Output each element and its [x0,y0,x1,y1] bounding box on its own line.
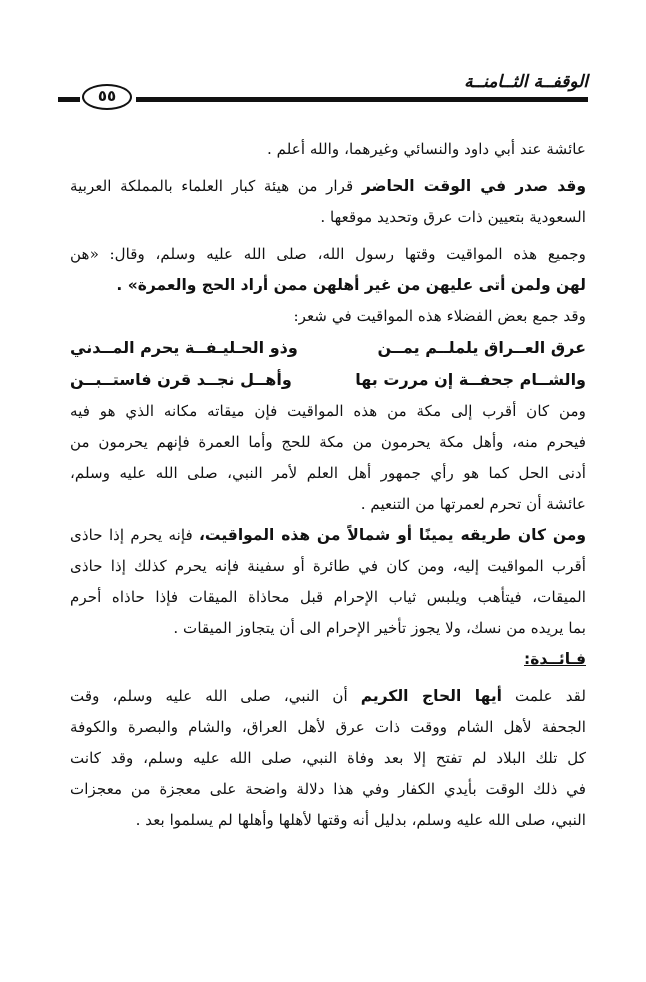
text-span: قرار من هيئة كبار العلماء بالمملكة العربية [70,177,362,195]
text-line: الجحفة لأهل الشام ووقت ذات عرق لأهل العراق، والشام والبصرة والكوفة [70,718,586,736]
header-rule [136,97,588,102]
text-line: عائشة عند أبي داود والنسائي وغيرهما، والله أعلم . [266,140,586,158]
text-line: النبي، صلى الله عليه وسلم، بدليل أنه وقتها لأهلها وأهلها لم يسلموا بعد . [135,811,586,829]
page-header [58,70,588,110]
poem-hemistich: والشــام جحفــة إن مررت بها [355,370,586,389]
text-line: في ذلك الوقت بأيدي الكفار وفي هذا دلالة واضحة على معجزة من معجزات [70,780,586,798]
text-line: بما يريده من نسك، ولا يجوز تأخير الإحرام الى أن يتجاوز الميقات . [173,619,586,637]
text-line: كل تلك البلاد لم تفتح إلا بعد وفاة النبي، صلى الله عليه وسلم، وقد كانت [70,749,586,767]
text-line: أقرب المواقيت إليه، ومن كان في طائرة أو سفينة فإنه يحرم كذلك إذا حاذى [70,557,586,575]
header-rule-left [58,97,80,102]
text-line: عائشة أن تحرم لعمرتها من التنعيم . [360,495,586,513]
text-line: السعودية بتعيين ذات عرق وتحديد موقعها . [320,208,586,226]
bold-phrase: أيها الحاج الكريم [360,687,502,705]
text-span: لقد علمت [502,687,586,705]
text-line: وجميع هذه المواقيت وقتها رسول الله، صلى الله عليه وسلم، وقال: «هن [70,245,586,263]
text-span: فإنه يحرم إذا حاذى [70,526,200,544]
running-title: الوقفــة الثــامنــة [464,72,588,92]
poem-hemistich: وأهــل نجــد قرن فاستــبــن [70,370,292,389]
text-span: أن النبي، صلى الله عليه وسلم، وقت [70,687,361,705]
poem-verse-2 [70,364,586,396]
page-number: ٥٥ [82,84,132,110]
bold-phrase: وقد صدر في الوقت الحاضر [361,177,586,195]
text-line: أدنى الحل كما هو رأي جمهور أهل العلم لأمر النبي، صلى الله عليه وسلم، [70,464,586,482]
text-line: ومن كان أقرب إلى مكة من هذه المواقيت فإن ميقاته مكانه الذي هو فيه [70,402,586,420]
text-line [70,520,586,551]
section-heading-line [70,644,586,675]
text-line: الميقات، فيتأهب ويلبس ثياب الإحرام قبل محاذاة الميقات فإذا حاذاه أحرم [70,588,586,606]
poem-verse-1 [70,332,586,364]
poem-hemistich: وذو الحـليـفــة يحرم المــدني [70,338,298,357]
text-line: وقد جمع بعض الفضلاء هذه المواقيت في شعر: [293,307,586,325]
text-line [70,681,586,712]
page-body [70,134,586,836]
section-heading: فـائــدة: [524,650,586,668]
bold-phrase: ومن كان طريقه يمينًا أو شمالاً من هذه المواقيت، [199,526,586,544]
text-line [70,171,586,202]
text-line: فيحرم منه، وأهل مكة يحرمون من مكة للحج وأما العمرة فإنهم يحرمون من [70,433,586,451]
hadith-quote-line: لهن ولمن أتى عليهن من غير أهلهن ممن أراد الحج والعمرة» . [116,276,586,294]
poem-hemistich: عرق العــراق يلملــم يمــن [377,338,586,357]
